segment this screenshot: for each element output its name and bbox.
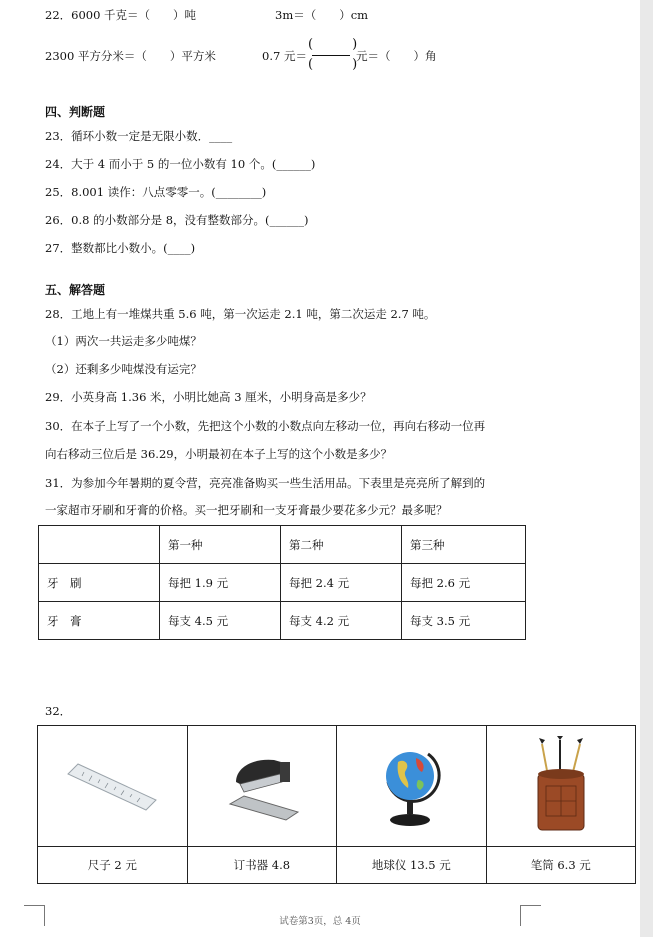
section-title-judge: 四、判断题 — [45, 105, 106, 119]
q22-line2-mid: 0.7 元＝ — [262, 49, 307, 63]
q23: 23．循环小数一定是无限小数．____ — [45, 129, 233, 143]
table-cell: 每支 4.2 元 — [281, 602, 402, 640]
q28-part2: （2）还剩多少吨煤没有运完？ — [45, 362, 202, 376]
table-header-row — [39, 526, 526, 564]
goods-image-cell — [486, 726, 635, 847]
globe-image — [376, 740, 446, 832]
q28-part1: （1）两次一共运走多少吨煤？ — [45, 334, 202, 348]
price-table — [38, 525, 526, 640]
table-cell: 每支 3.5 元 — [402, 602, 526, 640]
q28: 28．工地上有一堆煤共重 5.6 吨，第一次运走 2.1 吨，第二次运走 2.7 吨。 — [45, 307, 436, 321]
q22-line1-left: 22．6000 千克＝（ ）吨 — [45, 8, 197, 22]
scrollbar[interactable] — [640, 0, 653, 937]
table-row — [39, 602, 526, 640]
table-cell: 第一种 — [160, 526, 281, 564]
q31-line1: 31．为参加今年暑期的夏令营，亮亮准备购买一些生活用品。下表里是亮亮所了解到的 — [45, 476, 486, 490]
q22-line2-left: 2300 平方分米＝（ ）平方米 — [45, 49, 216, 63]
pen-holder-image — [526, 736, 596, 836]
section-title-solve: 五、解答题 — [45, 283, 106, 297]
stapler-image — [222, 746, 302, 826]
q27: 27．整数都比小数小。(____) — [45, 241, 196, 255]
q22-line1-right: 3m＝（ ）cm — [275, 8, 369, 22]
q30-line1: 30．在本子上写了一个小数，先把这个小数的小数点向左移动一位，再向右移动一位再 — [45, 419, 486, 433]
goods-label: 地球仪 13.5 元 — [337, 847, 486, 884]
goods-image-cell — [337, 726, 486, 847]
table-cell: 每支 4.5 元 — [160, 602, 281, 640]
table-cell: 每把 1.9 元 — [160, 564, 281, 602]
q26: 26．0.8 的小数部分是 8，没有整数部分。(______) — [45, 213, 309, 227]
q22-line2-right: 元＝（ ）角 — [356, 49, 437, 63]
table-cell: 每把 2.6 元 — [402, 564, 526, 602]
q31-line2: 一家超市牙刷和牙膏的价格。买一把牙刷和一支牙膏最少要花多少元？最多呢？ — [45, 503, 448, 517]
goods-label: 尺子 2 元 — [38, 847, 188, 884]
table-cell: 牙 刷 — [39, 564, 160, 602]
q29: 29．小英身高 1.36 米，小明比她高 3 厘米，小明身高是多少？ — [45, 390, 372, 404]
table-cell: 每把 2.4 元 — [281, 564, 402, 602]
table-row — [39, 564, 526, 602]
fraction-denominator: ( ) — [308, 57, 358, 72]
fraction-numerator: ( ) — [308, 37, 358, 52]
table-cell: 第三种 — [402, 526, 526, 564]
goods-label: 笔筒 6.3 元 — [486, 847, 635, 884]
page-footer: 试卷第3页，总 4页 — [279, 916, 361, 927]
goods-image-cell — [38, 726, 188, 847]
goods-image-cell — [187, 726, 337, 847]
table-cell — [39, 526, 160, 564]
fraction-blank — [308, 37, 358, 73]
q32-label: 32． — [45, 704, 72, 718]
q24: 24．大于 4 而小于 5 的一位小数有 10 个。(______) — [45, 157, 316, 171]
table-cell: 牙 膏 — [39, 602, 160, 640]
fraction-bar — [312, 55, 350, 56]
q25: 25．8.001 读作：八点零零一。(________) — [45, 185, 267, 199]
table-cell: 第二种 — [281, 526, 402, 564]
ruler-image — [64, 756, 160, 816]
goods-table — [37, 725, 636, 884]
q30-line2: 向右移动三位后是 36.29，小明最初在本子上写的这个小数是多少？ — [45, 447, 393, 461]
goods-label: 订书器 4.8 — [187, 847, 337, 884]
